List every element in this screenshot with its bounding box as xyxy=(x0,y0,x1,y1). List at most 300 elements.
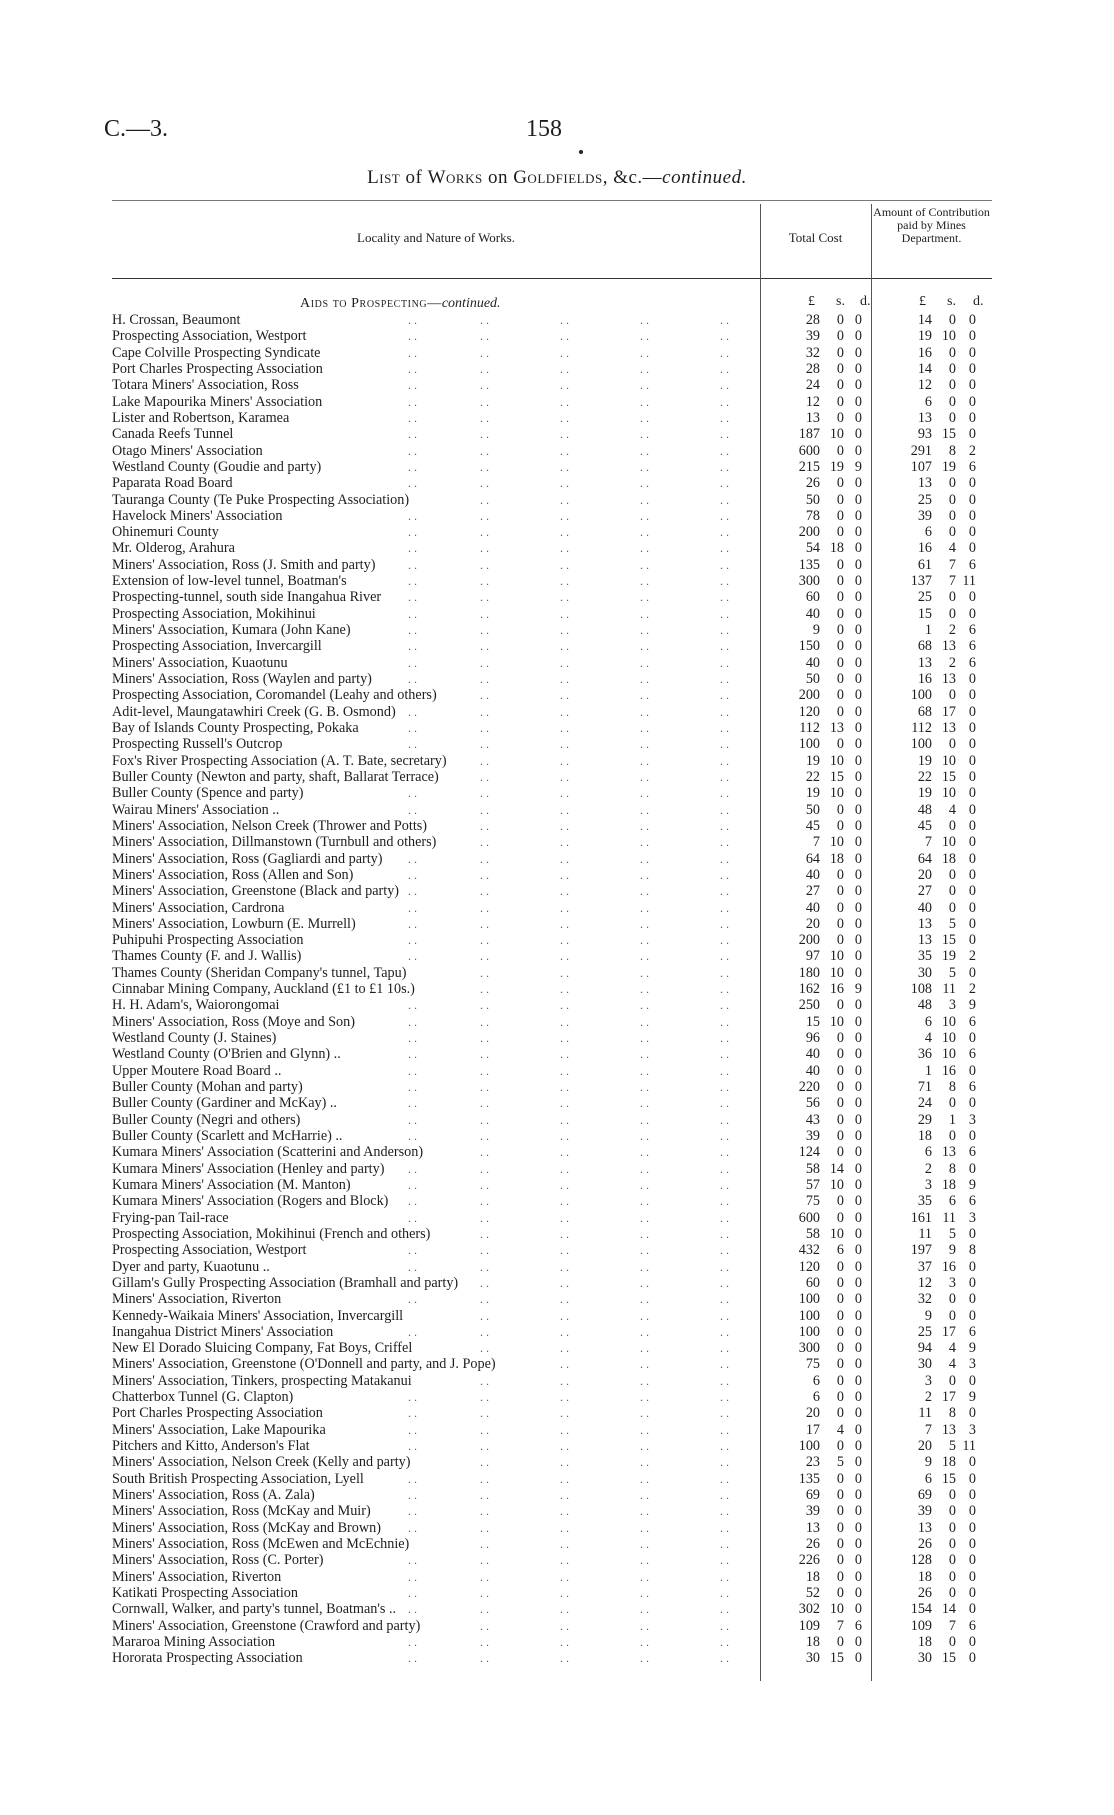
contribution-pence-cell: 0 xyxy=(968,1405,976,1422)
contribution-shillings-cell: 0 xyxy=(948,524,956,541)
leader-dots: . . xyxy=(560,1569,569,1584)
contribution-pence-cell: 0 xyxy=(968,1095,976,1112)
contribution-pence-cell: 0 xyxy=(968,720,976,736)
leader-dots: . . xyxy=(480,704,489,719)
contribution-pence-cell: 6 xyxy=(968,1323,976,1340)
leader-dots: . . xyxy=(560,655,569,670)
leader-dots: . . xyxy=(408,1112,417,1127)
contribution-pounds-cell: 100 xyxy=(910,687,932,704)
contribution-pounds-cell: 22 xyxy=(917,768,932,785)
contribution-pence-cell: 3 xyxy=(968,1209,976,1226)
contribution-shillings-cell: 0 xyxy=(948,1552,956,1569)
leader-dots: . . xyxy=(720,1047,729,1062)
total-cost-pounds-cell: 187 xyxy=(798,426,820,443)
title-continued: continued. xyxy=(662,167,747,188)
leader-dots: . . xyxy=(720,867,729,882)
total-cost-shillings-cell: 0 xyxy=(836,703,844,720)
contribution-pounds-cell: 11 xyxy=(918,1225,932,1242)
leader-dots: . . xyxy=(640,492,649,507)
leader-dots: . . xyxy=(480,1488,489,1503)
locality-cell: Inangahua District Miners' Association xyxy=(112,1323,334,1340)
contribution-pence-cell: 11 xyxy=(962,573,976,590)
total-cost-pounds-cell: 112 xyxy=(799,720,820,736)
total-cost-pence-cell: 0 xyxy=(854,736,862,753)
dot-leaders xyxy=(360,1487,760,1503)
leader-dots: . . xyxy=(480,443,489,458)
leader-dots: . . xyxy=(720,916,729,931)
dot-leaders xyxy=(360,785,760,801)
leader-dots: . . xyxy=(408,1439,417,1454)
contribution-pounds-cell: 13 xyxy=(917,932,932,949)
contribution-shillings-cell: 4 xyxy=(948,540,956,557)
total-cost-pounds-cell: 24 xyxy=(805,377,820,394)
contribution-shillings-cell: 5 xyxy=(948,1225,956,1242)
leader-dots: . . xyxy=(720,459,729,474)
leader-dots: . . xyxy=(480,721,489,735)
dot-leaders xyxy=(360,834,760,850)
total-cost-pounds-cell: 39 xyxy=(805,328,820,345)
total-cost-pence-cell: 0 xyxy=(854,1340,862,1357)
contribution-shillings-cell: 8 xyxy=(948,1405,956,1422)
locality-cell: Miners' Association, Ross (Moye and Son) xyxy=(112,1013,355,1030)
total-cost-pounds-cell: 40 xyxy=(805,1062,820,1079)
total-cost-pounds-cell: 18 xyxy=(805,1568,820,1585)
leader-dots: . . xyxy=(640,623,649,638)
table-row xyxy=(0,1520,1114,1536)
contribution-shillings-cell: 17 xyxy=(941,1389,956,1406)
total-cost-pounds-cell: 600 xyxy=(798,1209,820,1226)
leader-dots: . . xyxy=(720,1080,729,1095)
leader-dots: . . xyxy=(480,1341,489,1356)
total-cost-shillings-cell: 0 xyxy=(836,1536,844,1552)
total-cost-shillings-cell: 0 xyxy=(836,1405,844,1422)
total-cost-pence-cell: 0 xyxy=(854,1470,862,1487)
locality-cell: Kennedy-Waikaia Miners' Association, Invercargill xyxy=(112,1307,404,1324)
leader-dots: . . xyxy=(560,1390,569,1405)
table-row xyxy=(0,1340,1114,1356)
contribution-pounds-cell: 11 xyxy=(918,1405,932,1422)
dot-leaders xyxy=(360,997,760,1013)
contribution-pounds-cell: 2 xyxy=(924,1389,932,1406)
contribution-pounds-cell: 18 xyxy=(917,1568,932,1585)
leader-dots: . . xyxy=(720,1373,729,1388)
leader-dots: . . xyxy=(560,1292,569,1307)
leader-dots: . . xyxy=(720,1618,729,1633)
dot-leaders xyxy=(360,1226,760,1242)
leader-dots: . . xyxy=(408,1210,417,1225)
table-row xyxy=(0,818,1114,834)
total-cost-shillings-cell: 0 xyxy=(836,1633,844,1650)
contribution-shillings-cell: 0 xyxy=(948,1584,956,1601)
contribution-shillings-cell: 10 xyxy=(941,785,956,802)
total-cost-shillings-cell: 10 xyxy=(829,964,844,981)
locality-cell: Adit-level, Maungatawhiri Creek (G. B. Osmond) xyxy=(112,703,396,720)
leader-dots: . . xyxy=(560,916,569,931)
total-cost-pence-cell: 0 xyxy=(854,1013,862,1030)
contribution-shillings-cell: 3 xyxy=(948,1274,956,1291)
total-cost-pence-cell: 0 xyxy=(854,817,862,834)
leader-dots: . . xyxy=(480,998,489,1013)
leader-dots: . . xyxy=(480,394,489,409)
table-row xyxy=(0,834,1114,850)
leader-dots: . . xyxy=(480,345,489,360)
leader-dots: . . xyxy=(720,1145,729,1160)
dot-leaders xyxy=(360,687,760,703)
leader-dots: . . xyxy=(720,1177,729,1192)
cost-pounds-header: £ xyxy=(808,294,815,309)
leader-dots: . . xyxy=(560,1275,569,1290)
total-cost-shillings-cell: 0 xyxy=(836,1356,844,1373)
leader-dots: . . xyxy=(560,1161,569,1176)
total-cost-shillings-cell: 0 xyxy=(836,1389,844,1406)
dot-leaders xyxy=(360,769,760,785)
total-cost-pounds-cell: 100 xyxy=(798,736,820,753)
leader-dots: . . xyxy=(480,329,489,344)
dot-leaders xyxy=(360,524,760,540)
leader-dots: . . xyxy=(408,345,417,360)
leader-dots: . . xyxy=(480,982,489,997)
contribution-pence-cell: 0 xyxy=(968,932,976,949)
contribution-pence-cell: 11 xyxy=(962,1438,976,1455)
total-cost-pounds-cell: 100 xyxy=(798,1291,820,1308)
table-row xyxy=(0,312,1114,328)
table-row xyxy=(0,1634,1114,1650)
contribution-shillings-cell: 0 xyxy=(948,377,956,394)
leader-dots: . . xyxy=(640,329,649,344)
contribution-shillings-cell: 15 xyxy=(941,768,956,785)
total-cost-shillings-cell: 0 xyxy=(836,817,844,834)
leader-dots: . . xyxy=(408,1488,417,1503)
leader-dots: . . xyxy=(480,1259,489,1274)
leader-dots: . . xyxy=(640,1308,649,1323)
total-cost-pence-cell: 0 xyxy=(854,1372,862,1389)
leader-dots: . . xyxy=(720,1112,729,1127)
leader-dots: . . xyxy=(560,1243,569,1258)
contribution-pounds-cell: 40 xyxy=(917,899,932,916)
leader-dots: . . xyxy=(720,786,729,801)
leader-dots: . . xyxy=(560,345,569,360)
table-row xyxy=(0,475,1114,491)
total-cost-pence-cell: 0 xyxy=(854,573,862,590)
total-cost-shillings-cell: 0 xyxy=(836,932,844,949)
leader-dots: . . xyxy=(560,1080,569,1095)
contribution-pounds-cell: 128 xyxy=(910,1552,932,1569)
dot-leaders xyxy=(360,492,760,508)
contribution-shillings-cell: 17 xyxy=(941,703,956,720)
leader-dots: . . xyxy=(560,1129,569,1143)
leader-dots: . . xyxy=(480,1177,489,1192)
leader-dots: . . xyxy=(720,1390,729,1405)
leader-dots: . . xyxy=(480,606,489,621)
leader-dots: . . xyxy=(408,884,417,899)
total-cost-pence-cell: 0 xyxy=(854,393,862,410)
contribution-pounds-cell: 36 xyxy=(917,1046,932,1063)
contribution-pence-cell: 0 xyxy=(968,1225,976,1242)
table-row xyxy=(0,1014,1114,1030)
total-cost-pounds-cell: 9 xyxy=(812,622,820,639)
table-row xyxy=(0,965,1114,981)
leader-dots: . . xyxy=(408,1014,417,1029)
contribution-pounds-header: £ xyxy=(919,294,926,309)
total-cost-pounds-cell: 78 xyxy=(805,507,820,524)
contribution-pence-cell: 0 xyxy=(968,1274,976,1291)
leader-dots: . . xyxy=(480,1063,489,1078)
leader-dots: . . xyxy=(560,802,569,817)
leader-dots: . . xyxy=(480,525,489,540)
leader-dots: . . xyxy=(640,459,649,474)
leader-dots: . . xyxy=(480,1210,489,1225)
locality-cell: Kumara Miners' Association (Rogers and Block) xyxy=(112,1193,389,1210)
contribution-pence-cell: 0 xyxy=(968,1470,976,1487)
dot-leaders xyxy=(360,377,760,393)
total-cost-pounds-cell: 200 xyxy=(798,524,820,541)
total-cost-pence-cell: 0 xyxy=(854,442,862,459)
leader-dots: . . xyxy=(640,1031,649,1046)
dot-leaders xyxy=(360,410,760,426)
leader-dots: . . xyxy=(480,802,489,817)
leader-dots: . . xyxy=(560,1455,569,1470)
contribution-pounds-cell: 6 xyxy=(924,393,932,410)
leader-dots: . . xyxy=(480,1455,489,1470)
locality-cell: Westland County (Goudie and party) xyxy=(112,458,322,475)
contribution-pounds-cell: 100 xyxy=(910,736,932,753)
contribution-pence-cell: 0 xyxy=(968,1519,976,1536)
total-cost-pounds-cell: 60 xyxy=(805,589,820,606)
contribution-pounds-cell: 13 xyxy=(917,915,932,932)
total-cost-shillings-cell: 0 xyxy=(836,1291,844,1308)
leader-dots: . . xyxy=(560,949,569,964)
locality-cell: Canada Reefs Tunnel xyxy=(112,426,234,443)
total-cost-pence-cell: 0 xyxy=(854,1503,862,1520)
leader-dots: . . xyxy=(480,557,489,572)
dot-leaders xyxy=(360,1079,760,1095)
locality-cell: Prospecting Association, Coromandel (Leahy and others) xyxy=(112,687,437,704)
table-row xyxy=(0,1389,1114,1405)
leader-dots: . . xyxy=(640,1014,649,1029)
leader-dots: . . xyxy=(480,1602,489,1617)
contribution-pence-cell: 6 xyxy=(968,622,976,639)
table-row xyxy=(0,1308,1114,1324)
contribution-pence-cell: 0 xyxy=(968,817,976,834)
leader-dots: . . xyxy=(408,557,417,572)
dot-leaders xyxy=(360,622,760,638)
total-cost-shillings-cell: 0 xyxy=(836,736,844,753)
contribution-pence-cell: 2 xyxy=(968,442,976,459)
contribution-pence-cell: 0 xyxy=(968,1536,976,1552)
leader-dots: . . xyxy=(560,1439,569,1454)
dot-leaders xyxy=(360,1618,760,1634)
total-cost-pence-cell: 0 xyxy=(854,1209,862,1226)
leader-dots: . . xyxy=(720,313,729,327)
leader-dots: . . xyxy=(480,459,489,474)
total-cost-pounds-cell: 13 xyxy=(805,409,820,426)
table-row xyxy=(0,1112,1114,1128)
total-cost-pence-cell: 0 xyxy=(854,915,862,932)
leader-dots: . . xyxy=(480,1324,489,1339)
total-cost-shillings-cell: 13 xyxy=(829,720,844,736)
leader-dots: . . xyxy=(480,1634,489,1649)
leader-dots: . . xyxy=(480,1651,489,1666)
total-cost-shillings-cell: 4 xyxy=(836,1421,844,1438)
table-row xyxy=(0,1079,1114,1095)
total-cost-pence-cell: 0 xyxy=(854,1389,862,1406)
leader-dots: . . xyxy=(720,1194,729,1209)
total-cost-shillings-cell: 0 xyxy=(836,344,844,361)
table-row xyxy=(0,377,1114,393)
locality-cell: Miners' Association, Nelson Creek (Kelly and party) xyxy=(112,1454,411,1471)
table-row xyxy=(0,1422,1114,1438)
contribution-shillings-cell: 13 xyxy=(941,638,956,655)
leader-dots: . . xyxy=(640,818,649,833)
locality-cell: Pitchers and Kitto, Anderson's Flat xyxy=(112,1438,310,1455)
leader-dots: . . xyxy=(640,525,649,540)
section-heading xyxy=(300,296,501,312)
contribution-pence-cell: 6 xyxy=(968,556,976,573)
total-cost-shillings-cell: 0 xyxy=(836,1307,844,1324)
total-cost-pounds-cell: 40 xyxy=(805,654,820,671)
total-cost-pounds-cell: 124 xyxy=(798,1144,820,1161)
leader-dots: . . xyxy=(480,1096,489,1111)
contribution-pounds-cell: 32 xyxy=(917,1291,932,1308)
contribution-shillings-cell: 0 xyxy=(948,344,956,361)
contribution-pounds-cell: 14 xyxy=(917,312,932,328)
dot-leaders xyxy=(360,1438,760,1454)
leader-dots: . . xyxy=(720,623,729,638)
leader-dots: . . xyxy=(720,1357,729,1372)
leader-dots: . . xyxy=(408,623,417,638)
total-cost-pence-cell: 0 xyxy=(854,622,862,639)
total-cost-shillings-cell: 0 xyxy=(836,360,844,377)
locality-cell: Miners' Association, Ross (McKay and Muir) xyxy=(112,1503,371,1520)
total-cost-shillings-cell: 0 xyxy=(836,1062,844,1079)
leader-dots: . . xyxy=(480,1292,489,1307)
leader-dots: . . xyxy=(408,704,417,719)
contribution-pence-cell: 0 xyxy=(968,899,976,916)
leader-dots: . . xyxy=(720,835,729,850)
contribution-pounds-cell: 30 xyxy=(917,1650,932,1667)
total-cost-pence-cell: 0 xyxy=(854,1258,862,1275)
contribution-pence-cell: 0 xyxy=(968,671,976,688)
leader-dots: . . xyxy=(640,1553,649,1568)
total-cost-pence-cell: 0 xyxy=(854,1046,862,1063)
contribution-pounds-cell: 26 xyxy=(917,1584,932,1601)
total-cost-pounds-cell: 15 xyxy=(805,1013,820,1030)
table-row xyxy=(0,655,1114,671)
dot-leaders xyxy=(360,981,760,997)
contribution-shillings-cell: 19 xyxy=(941,458,956,475)
leader-dots: . . xyxy=(408,786,417,801)
leader-dots: . . xyxy=(720,851,729,866)
leader-dots: . . xyxy=(640,1651,649,1666)
leader-dots: . . xyxy=(720,1634,729,1649)
total-cost-pounds-cell: 28 xyxy=(805,360,820,377)
contribution-shillings-cell: 18 xyxy=(941,850,956,867)
leader-dots: . . xyxy=(560,835,569,850)
contribution-pounds-cell: 19 xyxy=(917,785,932,802)
total-cost-shillings-cell: 0 xyxy=(836,1470,844,1487)
leader-dots: . . xyxy=(480,1520,489,1535)
contribution-pence-cell: 6 xyxy=(968,1617,976,1634)
leader-dots: . . xyxy=(408,672,417,687)
total-cost-shillings-cell: 0 xyxy=(836,1568,844,1585)
section-label: Aids to Prospecting— xyxy=(300,296,442,311)
leader-dots: . . xyxy=(560,704,569,719)
leader-dots: . . xyxy=(408,1602,417,1617)
table-row xyxy=(0,785,1114,801)
total-cost-pence-cell: 0 xyxy=(854,524,862,541)
contribution-pounds-cell: 20 xyxy=(917,866,932,883)
leader-dots: . . xyxy=(480,933,489,948)
dot-leaders xyxy=(360,1634,760,1650)
contribution-pounds-cell: 14 xyxy=(917,360,932,377)
column-header-contribution: Amount of Contribution paid by Mines Department. xyxy=(873,205,990,245)
leader-dots: . . xyxy=(480,590,489,605)
contribution-pence-cell: 0 xyxy=(968,687,976,704)
leader-dots: . . xyxy=(640,655,649,670)
dot-leaders xyxy=(360,1569,760,1585)
locality-cell: Buller County (Newton and party, shaft, Ballarat Terrace) xyxy=(112,768,439,785)
leader-dots: . . xyxy=(408,1585,417,1600)
leader-dots: . . xyxy=(720,1553,729,1568)
leader-dots: . . xyxy=(560,1308,569,1323)
leader-dots: . . xyxy=(560,965,569,980)
leader-dots: . . xyxy=(408,1504,417,1519)
leader-dots: . . xyxy=(640,1602,649,1617)
contribution-shillings-cell: 8 xyxy=(948,442,956,459)
leader-dots: . . xyxy=(408,1096,417,1111)
leader-dots: . . xyxy=(408,1634,417,1649)
title-word-works: Works xyxy=(427,167,483,188)
table-row xyxy=(0,1324,1114,1340)
leader-dots: . . xyxy=(560,541,569,556)
total-cost-pounds-cell: 13 xyxy=(805,1519,820,1536)
dot-leaders xyxy=(360,394,760,410)
leader-dots: . . xyxy=(480,361,489,376)
total-cost-shillings-cell: 0 xyxy=(836,393,844,410)
leader-dots: . . xyxy=(720,737,729,752)
total-cost-pence-cell: 0 xyxy=(854,899,862,916)
leader-dots: . . xyxy=(720,557,729,572)
total-cost-pence-cell: 0 xyxy=(854,801,862,818)
leader-dots: . . xyxy=(640,1243,649,1258)
locality-cell: Ohinemuri County xyxy=(112,524,219,541)
contribution-pounds-cell: 16 xyxy=(917,344,932,361)
leader-dots: . . xyxy=(560,1504,569,1519)
contribution-shillings-cell: 0 xyxy=(948,687,956,704)
dot-leaders xyxy=(360,475,760,491)
leader-dots: . . xyxy=(560,982,569,997)
table-row xyxy=(0,1487,1114,1503)
contribution-pounds-cell: 12 xyxy=(917,1274,932,1291)
contribution-pounds-cell: 25 xyxy=(917,1323,932,1340)
leader-dots: . . xyxy=(480,541,489,556)
locality-cell: Miners' Association, Ross (McKay and Brown) xyxy=(112,1519,381,1536)
leader-dots: . . xyxy=(720,1292,729,1307)
leader-dots: . . xyxy=(408,1031,417,1046)
leader-dots: . . xyxy=(560,1471,569,1486)
total-cost-shillings-cell: 15 xyxy=(829,1650,844,1667)
total-cost-shillings-cell: 0 xyxy=(836,409,844,426)
leader-dots: . . xyxy=(720,1471,729,1486)
contribution-pence-cell: 0 xyxy=(968,360,976,377)
dot-leaders xyxy=(360,328,760,344)
dot-leaders xyxy=(360,965,760,981)
contribution-pence-cell: 0 xyxy=(968,1633,976,1650)
total-cost-pounds-cell: 32 xyxy=(805,344,820,361)
contribution-shillings-cell: 0 xyxy=(948,1128,956,1144)
total-cost-shillings-cell: 10 xyxy=(829,752,844,769)
total-cost-pence-cell: 0 xyxy=(854,703,862,720)
